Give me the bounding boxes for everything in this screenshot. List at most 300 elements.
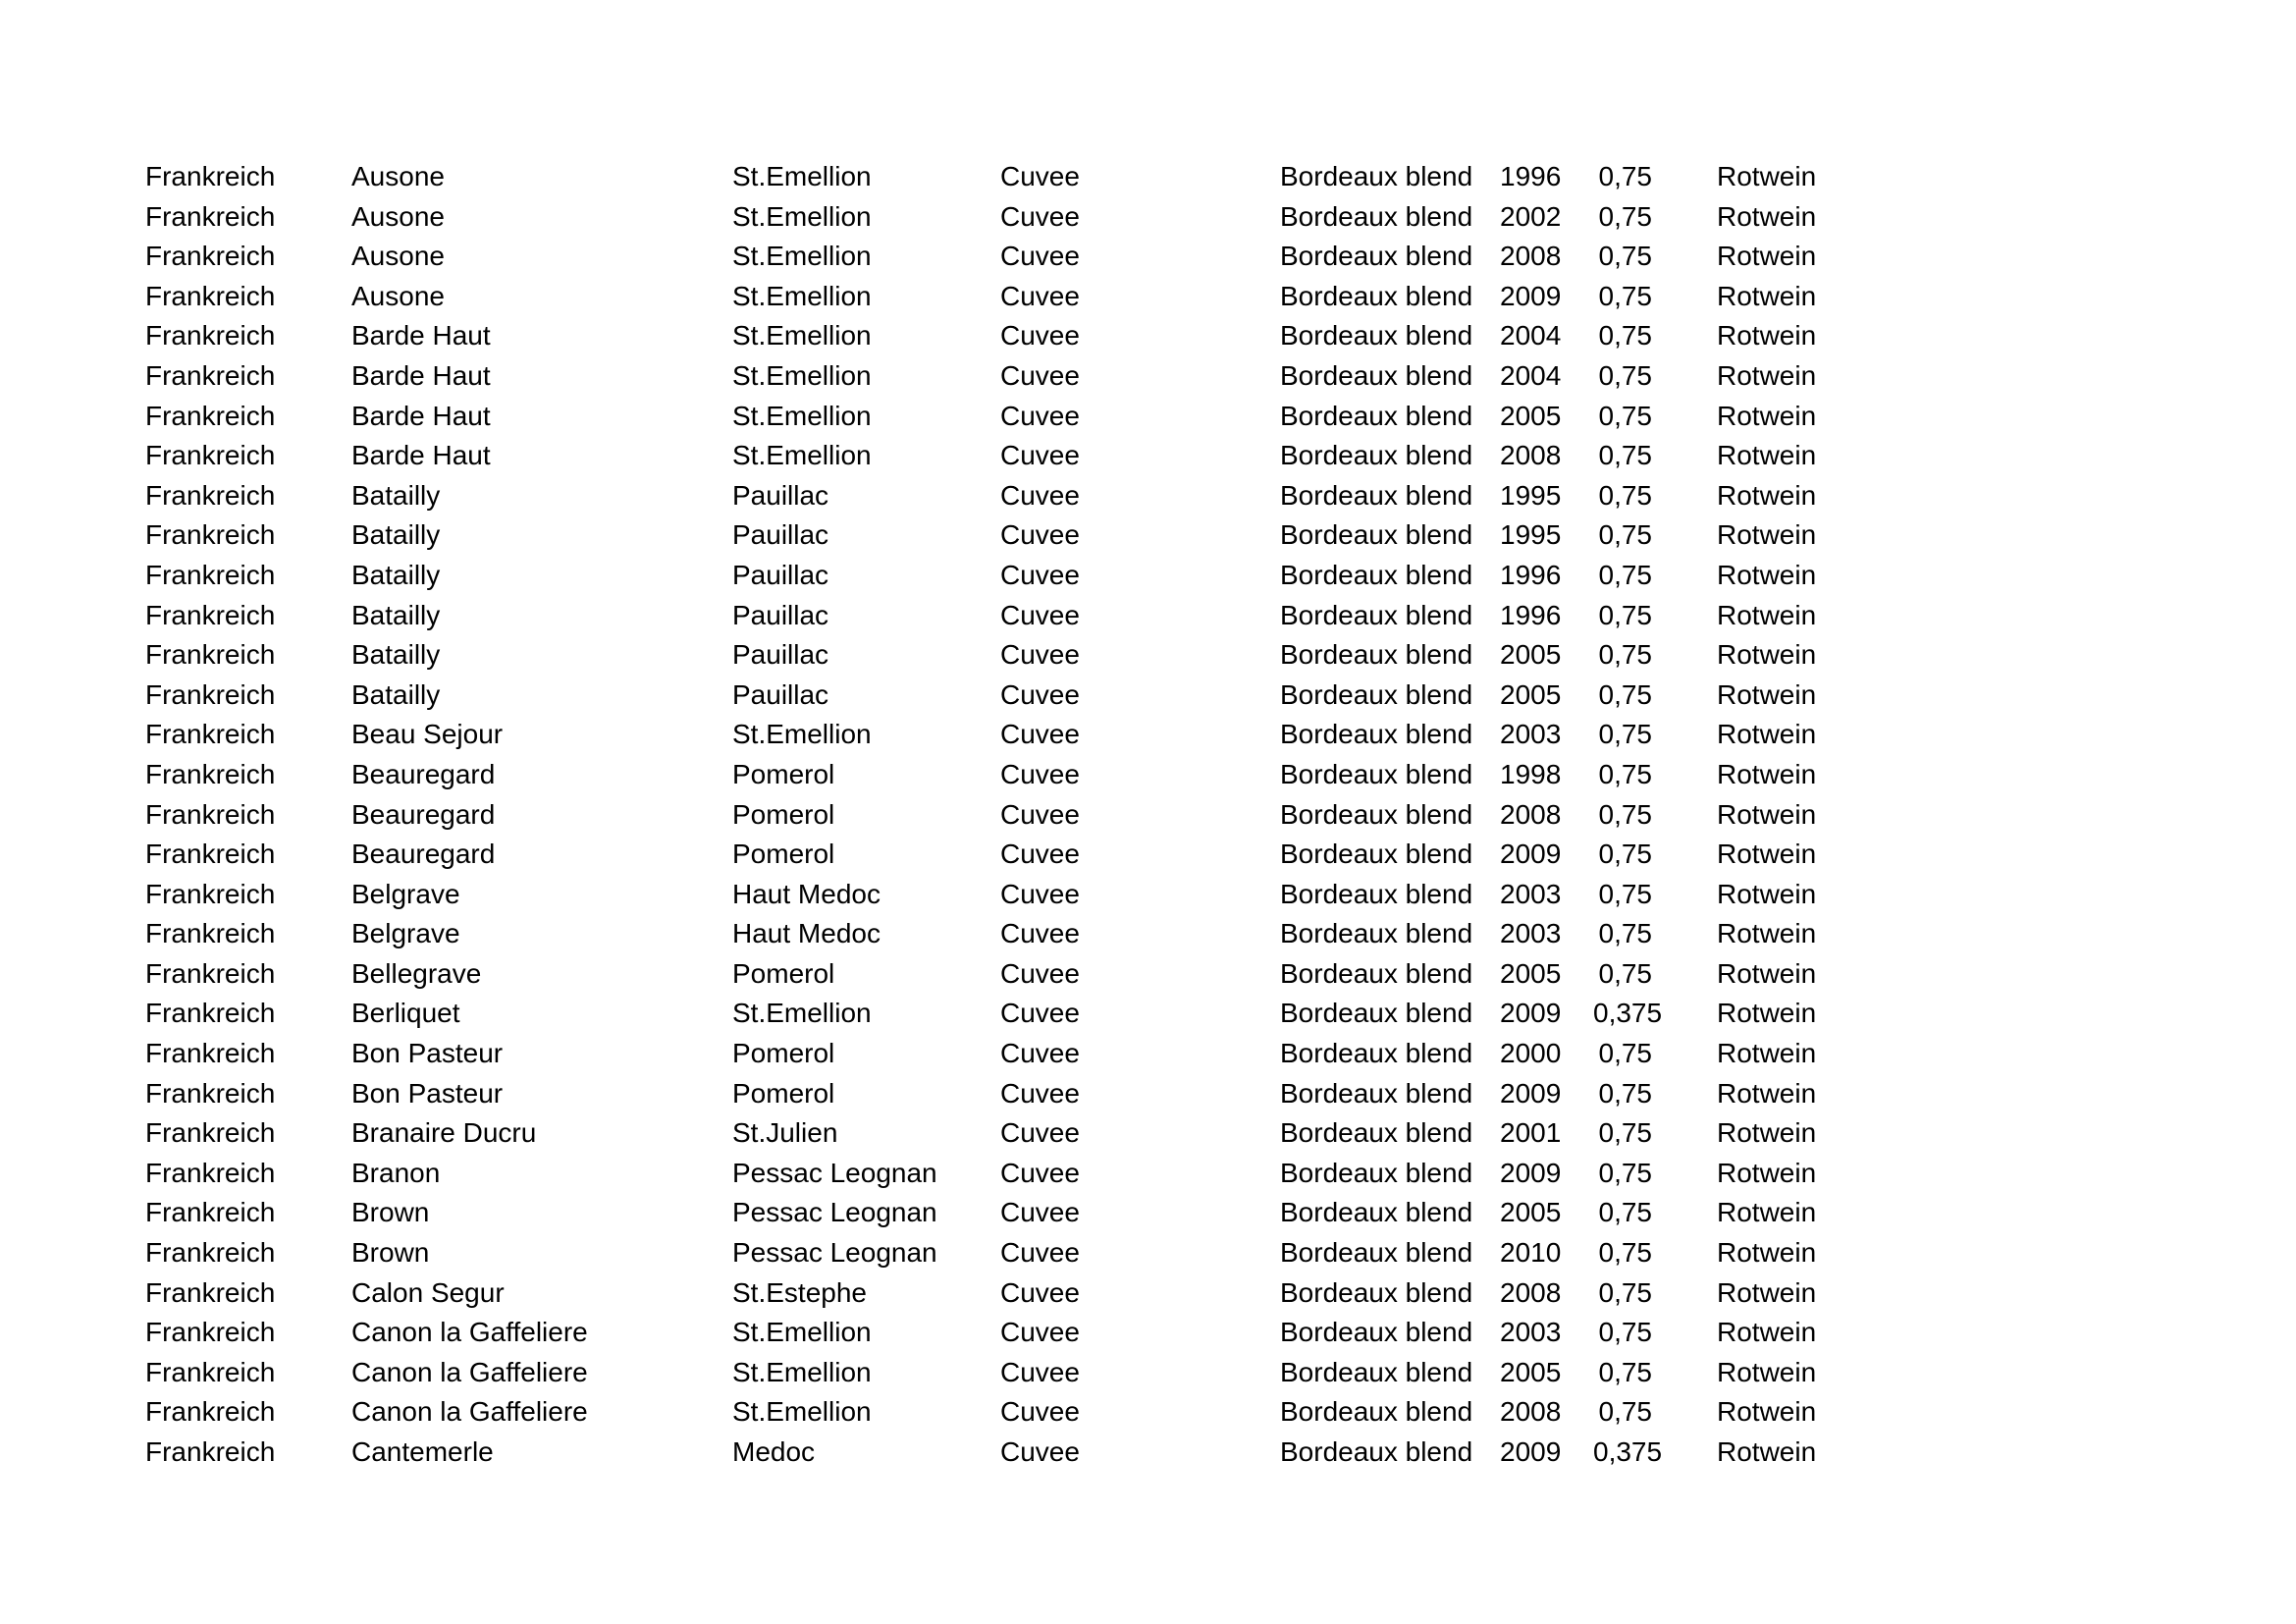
- region-cell: Pauillac: [732, 599, 829, 630]
- producer-cell: Brown: [351, 1197, 430, 1228]
- vintage-cell: 2008: [1500, 1276, 1562, 1308]
- bottle-size-cell: 0,75: [1598, 1038, 1652, 1069]
- spacer-cell: [1652, 875, 1717, 915]
- color-cell: Rotwein: [1717, 519, 1817, 551]
- bottle-size-cell: 0,75: [1598, 1396, 1652, 1428]
- table-row: [145, 476, 1932, 516]
- bottle-size-cell: 0,75: [1598, 678, 1652, 710]
- spacer-cell: [1652, 1113, 1717, 1154]
- vintage-cell: 2000: [1500, 1038, 1562, 1069]
- type-cell: Cuvee: [1000, 1077, 1080, 1109]
- vintage-cell: 1995: [1500, 519, 1562, 551]
- producer-cell: Berliquet: [351, 998, 460, 1029]
- region-cell: St.Emellion: [732, 998, 872, 1029]
- table-row: [145, 994, 1932, 1034]
- table-row: [145, 1353, 1932, 1393]
- country-cell: Frankreich: [145, 839, 276, 870]
- spacer-cell: [1652, 795, 1717, 836]
- producer-cell: Beauregard: [351, 798, 496, 830]
- bottle-size-cell: 0,75: [1598, 957, 1652, 989]
- table-row: [145, 635, 1932, 676]
- color-cell: Rotwein: [1717, 1117, 1817, 1149]
- producer-cell: Calon Segur: [351, 1276, 505, 1308]
- region-cell: St.Emellion: [732, 440, 872, 471]
- color-cell: Rotwein: [1717, 639, 1817, 671]
- bottle-size-cell: 0,75: [1598, 758, 1652, 789]
- producer-cell: Bellegrave: [351, 957, 482, 989]
- type-cell: Cuvee: [1000, 440, 1080, 471]
- table-row: [145, 835, 1932, 875]
- color-cell: Rotwein: [1717, 998, 1817, 1029]
- region-cell: Pessac Leognan: [732, 1237, 937, 1269]
- producer-cell: Batailly: [351, 519, 441, 551]
- region-cell: Pauillac: [732, 519, 829, 551]
- country-cell: Frankreich: [145, 1077, 276, 1109]
- grape-cell: Bordeaux blend: [1280, 839, 1473, 870]
- country-cell: Frankreich: [145, 320, 276, 352]
- type-cell: Cuvee: [1000, 519, 1080, 551]
- producer-cell: Ausone: [351, 200, 445, 232]
- bottle-size-cell: 0,75: [1598, 280, 1652, 311]
- color-cell: Rotwein: [1717, 1317, 1817, 1348]
- bottle-size-cell: 0,75: [1598, 1157, 1652, 1188]
- table-row: [145, 1154, 1932, 1194]
- producer-cell: Canon la Gaffeliere: [351, 1396, 588, 1428]
- color-cell: Rotwein: [1717, 161, 1817, 191]
- region-cell: Pauillac: [732, 678, 829, 710]
- country-cell: Frankreich: [145, 1356, 276, 1387]
- producer-cell: Batailly: [351, 639, 441, 671]
- spacer-cell: [1652, 237, 1717, 277]
- bottle-size-cell: 0,75: [1598, 1356, 1652, 1387]
- type-cell: Cuvee: [1000, 957, 1080, 989]
- bottle-size-cell: 0,75: [1598, 798, 1652, 830]
- producer-cell: Beauregard: [351, 839, 496, 870]
- vintage-cell: 1996: [1500, 161, 1562, 191]
- vintage-cell: 2003: [1500, 1317, 1562, 1348]
- bottle-size-cell: 0,75: [1598, 559, 1652, 590]
- bottle-size-cell: 0,75: [1598, 1237, 1652, 1269]
- color-cell: Rotwein: [1717, 839, 1817, 870]
- grape-cell: Bordeaux blend: [1280, 957, 1473, 989]
- producer-cell: Batailly: [351, 479, 441, 511]
- country-cell: Frankreich: [145, 280, 276, 311]
- grape-cell: Bordeaux blend: [1280, 1157, 1473, 1188]
- vintage-cell: 2005: [1500, 400, 1562, 431]
- type-cell: Cuvee: [1000, 280, 1080, 311]
- vintage-cell: 2009: [1500, 1436, 1562, 1467]
- grape-cell: Bordeaux blend: [1280, 639, 1473, 671]
- type-cell: Cuvee: [1000, 559, 1080, 590]
- grape-cell: Bordeaux blend: [1280, 719, 1473, 750]
- type-cell: Cuvee: [1000, 998, 1080, 1029]
- wine-table: [145, 157, 1932, 1473]
- spacer-cell: [1652, 596, 1717, 636]
- table-row: [145, 676, 1932, 716]
- color-cell: Rotwein: [1717, 1396, 1817, 1428]
- country-cell: Frankreich: [145, 957, 276, 989]
- table-row: [145, 277, 1932, 317]
- spacer-cell: [1652, 556, 1717, 596]
- vintage-cell: 1996: [1500, 599, 1562, 630]
- grape-cell: Bordeaux blend: [1280, 200, 1473, 232]
- grape-cell: Bordeaux blend: [1280, 280, 1473, 311]
- table-row: [145, 914, 1932, 954]
- spacer-cell: [1652, 1233, 1717, 1273]
- vintage-cell: 2001: [1500, 1117, 1562, 1149]
- country-cell: Frankreich: [145, 1197, 276, 1228]
- table-row: [145, 1313, 1932, 1353]
- table-row: [145, 356, 1932, 397]
- bottle-size-cell: 0,75: [1598, 599, 1652, 630]
- producer-cell: Canon la Gaffeliere: [351, 1356, 588, 1387]
- color-cell: Rotwein: [1717, 479, 1817, 511]
- vintage-cell: 2009: [1500, 280, 1562, 311]
- grape-cell: Bordeaux blend: [1280, 918, 1473, 949]
- country-cell: Frankreich: [145, 998, 276, 1029]
- spacer-cell: [1652, 1313, 1717, 1353]
- bottle-size-cell: 0,75: [1598, 1197, 1652, 1228]
- color-cell: Rotwein: [1717, 758, 1817, 789]
- country-cell: Frankreich: [145, 440, 276, 471]
- type-cell: Cuvee: [1000, 1197, 1080, 1228]
- color-cell: Rotwein: [1717, 1356, 1817, 1387]
- grape-cell: Bordeaux blend: [1280, 241, 1473, 272]
- country-cell: Frankreich: [145, 1396, 276, 1428]
- grape-cell: Bordeaux blend: [1280, 519, 1473, 551]
- country-cell: Frankreich: [145, 678, 276, 710]
- table-row: [145, 1034, 1932, 1074]
- color-cell: Rotwein: [1717, 1157, 1817, 1188]
- country-cell: Frankreich: [145, 1436, 276, 1467]
- country-cell: Frankreich: [145, 519, 276, 551]
- country-cell: Frankreich: [145, 1117, 276, 1149]
- vintage-cell: 2008: [1500, 798, 1562, 830]
- spacer-cell: [1652, 436, 1717, 476]
- country-cell: Frankreich: [145, 359, 276, 391]
- vintage-cell: 2005: [1500, 1197, 1562, 1228]
- color-cell: Rotwein: [1717, 798, 1817, 830]
- grape-cell: Bordeaux blend: [1280, 479, 1473, 511]
- bottle-size-cell: 0,75: [1598, 519, 1652, 551]
- vintage-cell: 2004: [1500, 359, 1562, 391]
- producer-cell: Beau Sejour: [351, 719, 504, 750]
- bottle-size-cell: 0,75: [1598, 479, 1652, 511]
- vintage-cell: 2002: [1500, 200, 1562, 232]
- country-cell: Frankreich: [145, 599, 276, 630]
- grape-cell: Bordeaux blend: [1280, 878, 1473, 909]
- region-cell: St.Julien: [732, 1117, 838, 1149]
- producer-cell: Barde Haut: [351, 440, 491, 471]
- producer-cell: Belgrave: [351, 878, 460, 909]
- region-cell: Pauillac: [732, 479, 829, 511]
- grape-cell: Bordeaux blend: [1280, 1077, 1473, 1109]
- color-cell: Rotwein: [1717, 1038, 1817, 1069]
- region-cell: St.Emellion: [732, 359, 872, 391]
- color-cell: Rotwein: [1717, 280, 1817, 311]
- region-cell: Pauillac: [732, 559, 829, 590]
- producer-cell: Belgrave: [351, 918, 460, 949]
- vintage-cell: 2008: [1500, 440, 1562, 471]
- producer-cell: Cantemerle: [351, 1436, 494, 1467]
- producer-cell: Barde Haut: [351, 359, 491, 391]
- table-row: [145, 157, 1932, 197]
- vintage-cell: 1995: [1500, 479, 1562, 511]
- vintage-cell: 2008: [1500, 1396, 1562, 1428]
- color-cell: Rotwein: [1717, 599, 1817, 630]
- vintage-cell: 2009: [1500, 839, 1562, 870]
- vintage-cell: 1996: [1500, 559, 1562, 590]
- country-cell: Frankreich: [145, 1038, 276, 1069]
- spacer-cell: [1652, 954, 1717, 995]
- type-cell: Cuvee: [1000, 758, 1080, 789]
- country-cell: Frankreich: [145, 1237, 276, 1269]
- region-cell: Haut Medoc: [732, 878, 881, 909]
- type-cell: Cuvee: [1000, 320, 1080, 352]
- wine-list-sheet: [145, 157, 1932, 1473]
- spacer-cell: [1652, 676, 1717, 716]
- bottle-size-cell: 0,75: [1598, 359, 1652, 391]
- region-cell: St.Emellion: [732, 1396, 872, 1428]
- color-cell: Rotwein: [1717, 559, 1817, 590]
- region-cell: Pauillac: [732, 639, 829, 671]
- grape-cell: Bordeaux blend: [1280, 359, 1473, 391]
- region-cell: St.Emellion: [732, 161, 872, 191]
- type-cell: Cuvee: [1000, 1317, 1080, 1348]
- grape-cell: Bordeaux blend: [1280, 1436, 1473, 1467]
- table-row: [145, 1113, 1932, 1154]
- producer-cell: Bon Pasteur: [351, 1077, 504, 1109]
- grape-cell: Bordeaux blend: [1280, 758, 1473, 789]
- grape-cell: Bordeaux blend: [1280, 798, 1473, 830]
- region-cell: Pomerol: [732, 798, 835, 830]
- type-cell: Cuvee: [1000, 719, 1080, 750]
- table-row: [145, 954, 1932, 995]
- spacer-cell: [1652, 1154, 1717, 1194]
- region-cell: Pomerol: [732, 1077, 835, 1109]
- type-cell: Cuvee: [1000, 1038, 1080, 1069]
- grape-cell: Bordeaux blend: [1280, 440, 1473, 471]
- type-cell: Cuvee: [1000, 599, 1080, 630]
- region-cell: Pomerol: [732, 1038, 835, 1069]
- color-cell: Rotwein: [1717, 1077, 1817, 1109]
- grape-cell: Bordeaux blend: [1280, 1237, 1473, 1269]
- color-cell: Rotwein: [1717, 1276, 1817, 1308]
- grape-cell: Bordeaux blend: [1280, 998, 1473, 1029]
- grape-cell: Bordeaux blend: [1280, 1317, 1473, 1348]
- vintage-cell: 2005: [1500, 639, 1562, 671]
- spacer-cell: [1652, 356, 1717, 397]
- type-cell: Cuvee: [1000, 359, 1080, 391]
- spacer-cell: [1652, 755, 1717, 795]
- spacer-cell: [1652, 1392, 1717, 1433]
- producer-cell: Bon Pasteur: [351, 1038, 504, 1069]
- vintage-cell: 2005: [1500, 678, 1562, 710]
- color-cell: Rotwein: [1717, 359, 1817, 391]
- color-cell: Rotwein: [1717, 1237, 1817, 1269]
- grape-cell: Bordeaux blend: [1280, 1396, 1473, 1428]
- color-cell: Rotwein: [1717, 678, 1817, 710]
- spacer-cell: [1652, 1353, 1717, 1393]
- bottle-size-cell: 0,75: [1598, 639, 1652, 671]
- region-cell: St.Emellion: [732, 719, 872, 750]
- color-cell: Rotwein: [1717, 241, 1817, 272]
- table-row: [145, 316, 1932, 356]
- country-cell: Frankreich: [145, 1317, 276, 1348]
- bottle-size-cell: 0,75: [1598, 161, 1652, 191]
- bottle-size-cell: 0,375: [1593, 1436, 1663, 1467]
- table-row: [145, 795, 1932, 836]
- color-cell: Rotwein: [1717, 878, 1817, 909]
- country-cell: Frankreich: [145, 918, 276, 949]
- region-cell: Pomerol: [732, 839, 835, 870]
- bottle-size-cell: 0,75: [1598, 1317, 1652, 1348]
- vintage-cell: 2003: [1500, 878, 1562, 909]
- table-row: [145, 715, 1932, 755]
- region-cell: Pomerol: [732, 758, 835, 789]
- vintage-cell: 2003: [1500, 918, 1562, 949]
- producer-cell: Batailly: [351, 678, 441, 710]
- color-cell: Rotwein: [1717, 719, 1817, 750]
- region-cell: St.Emellion: [732, 320, 872, 352]
- color-cell: Rotwein: [1717, 1197, 1817, 1228]
- type-cell: Cuvee: [1000, 479, 1080, 511]
- spacer-cell: [1652, 835, 1717, 875]
- bottle-size-cell: 0,375: [1593, 998, 1663, 1029]
- country-cell: Frankreich: [145, 161, 276, 191]
- color-cell: Rotwein: [1717, 320, 1817, 352]
- table-row: [145, 397, 1932, 437]
- vintage-cell: 2010: [1500, 1237, 1562, 1269]
- bottle-size-cell: 0,75: [1598, 918, 1652, 949]
- producer-cell: Branaire Ducru: [351, 1117, 537, 1149]
- region-cell: St.Estephe: [732, 1276, 867, 1308]
- region-cell: St.Emellion: [732, 1317, 872, 1348]
- bottle-size-cell: 0,75: [1598, 719, 1652, 750]
- type-cell: Cuvee: [1000, 878, 1080, 909]
- spacer-cell: [1652, 476, 1717, 516]
- spacer-cell: [1652, 397, 1717, 437]
- bottle-size-cell: 0,75: [1598, 878, 1652, 909]
- vintage-cell: 2004: [1500, 320, 1562, 352]
- type-cell: Cuvee: [1000, 1436, 1080, 1467]
- type-cell: Cuvee: [1000, 1117, 1080, 1149]
- grape-cell: Bordeaux blend: [1280, 320, 1473, 352]
- spacer-cell: [1652, 316, 1717, 356]
- type-cell: Cuvee: [1000, 678, 1080, 710]
- producer-cell: Ausone: [351, 280, 445, 311]
- spacer-cell: [1652, 715, 1717, 755]
- bottle-size-cell: 0,75: [1598, 400, 1652, 431]
- type-cell: Cuvee: [1000, 200, 1080, 232]
- producer-cell: Beauregard: [351, 758, 496, 789]
- table-row: [145, 237, 1932, 277]
- country-cell: Frankreich: [145, 798, 276, 830]
- region-cell: Medoc: [732, 1436, 816, 1467]
- color-cell: Rotwein: [1717, 918, 1817, 949]
- table-row: [145, 1273, 1932, 1314]
- spacer-cell: [1652, 277, 1717, 317]
- country-cell: Frankreich: [145, 200, 276, 232]
- color-cell: Rotwein: [1717, 200, 1817, 232]
- country-cell: Frankreich: [145, 479, 276, 511]
- spacer-cell: [1652, 914, 1717, 954]
- producer-cell: Branon: [351, 1157, 441, 1188]
- bottle-size-cell: 0,75: [1598, 1077, 1652, 1109]
- table-row: [145, 875, 1932, 915]
- type-cell: Cuvee: [1000, 1157, 1080, 1188]
- vintage-cell: 2009: [1500, 1157, 1562, 1188]
- producer-cell: Barde Haut: [351, 400, 491, 431]
- country-cell: Frankreich: [145, 758, 276, 789]
- color-cell: Rotwein: [1717, 1436, 1817, 1467]
- country-cell: Frankreich: [145, 639, 276, 671]
- table-row: [145, 197, 1932, 238]
- region-cell: St.Emellion: [732, 400, 872, 431]
- country-cell: Frankreich: [145, 1157, 276, 1188]
- table-row: [145, 596, 1932, 636]
- bottle-size-cell: 0,75: [1598, 200, 1652, 232]
- spacer-cell: [1652, 635, 1717, 676]
- producer-cell: Brown: [351, 1237, 430, 1269]
- region-cell: Pessac Leognan: [732, 1157, 937, 1188]
- table-row: [145, 1433, 1932, 1473]
- country-cell: Frankreich: [145, 1276, 276, 1308]
- spacer-cell: [1652, 157, 1717, 197]
- bottle-size-cell: 0,75: [1598, 839, 1652, 870]
- grape-cell: Bordeaux blend: [1280, 678, 1473, 710]
- spacer-cell: [1652, 1074, 1717, 1114]
- producer-cell: Batailly: [351, 559, 441, 590]
- type-cell: Cuvee: [1000, 1276, 1080, 1308]
- type-cell: Cuvee: [1000, 400, 1080, 431]
- country-cell: Frankreich: [145, 559, 276, 590]
- type-cell: Cuvee: [1000, 1396, 1080, 1428]
- country-cell: Frankreich: [145, 878, 276, 909]
- type-cell: Cuvee: [1000, 241, 1080, 272]
- grape-cell: Bordeaux blend: [1280, 1038, 1473, 1069]
- spacer-cell: [1652, 515, 1717, 556]
- bottle-size-cell: 0,75: [1598, 320, 1652, 352]
- bottle-size-cell: 0,75: [1598, 1117, 1652, 1149]
- type-cell: Cuvee: [1000, 161, 1080, 191]
- producer-cell: Canon la Gaffeliere: [351, 1317, 588, 1348]
- producer-cell: Batailly: [351, 599, 441, 630]
- table-row: [145, 1233, 1932, 1273]
- region-cell: St.Emellion: [732, 241, 872, 272]
- region-cell: Haut Medoc: [732, 918, 881, 949]
- vintage-cell: 1998: [1500, 758, 1562, 789]
- region-cell: St.Emellion: [732, 200, 872, 232]
- type-cell: Cuvee: [1000, 1356, 1080, 1387]
- vintage-cell: 2009: [1500, 1077, 1562, 1109]
- vintage-cell: 2008: [1500, 241, 1562, 272]
- producer-cell: Ausone: [351, 241, 445, 272]
- region-cell: St.Emellion: [732, 280, 872, 311]
- color-cell: Rotwein: [1717, 957, 1817, 989]
- grape-cell: Bordeaux blend: [1280, 161, 1473, 191]
- type-cell: Cuvee: [1000, 839, 1080, 870]
- country-cell: Frankreich: [145, 719, 276, 750]
- vintage-cell: 2009: [1500, 998, 1562, 1029]
- producer-cell: Barde Haut: [351, 320, 491, 352]
- region-cell: Pessac Leognan: [732, 1197, 937, 1228]
- type-cell: Cuvee: [1000, 1237, 1080, 1269]
- vintage-cell: 2005: [1500, 957, 1562, 989]
- table-row: [145, 1074, 1932, 1114]
- region-cell: Pomerol: [732, 957, 835, 989]
- region-cell: St.Emellion: [732, 1356, 872, 1387]
